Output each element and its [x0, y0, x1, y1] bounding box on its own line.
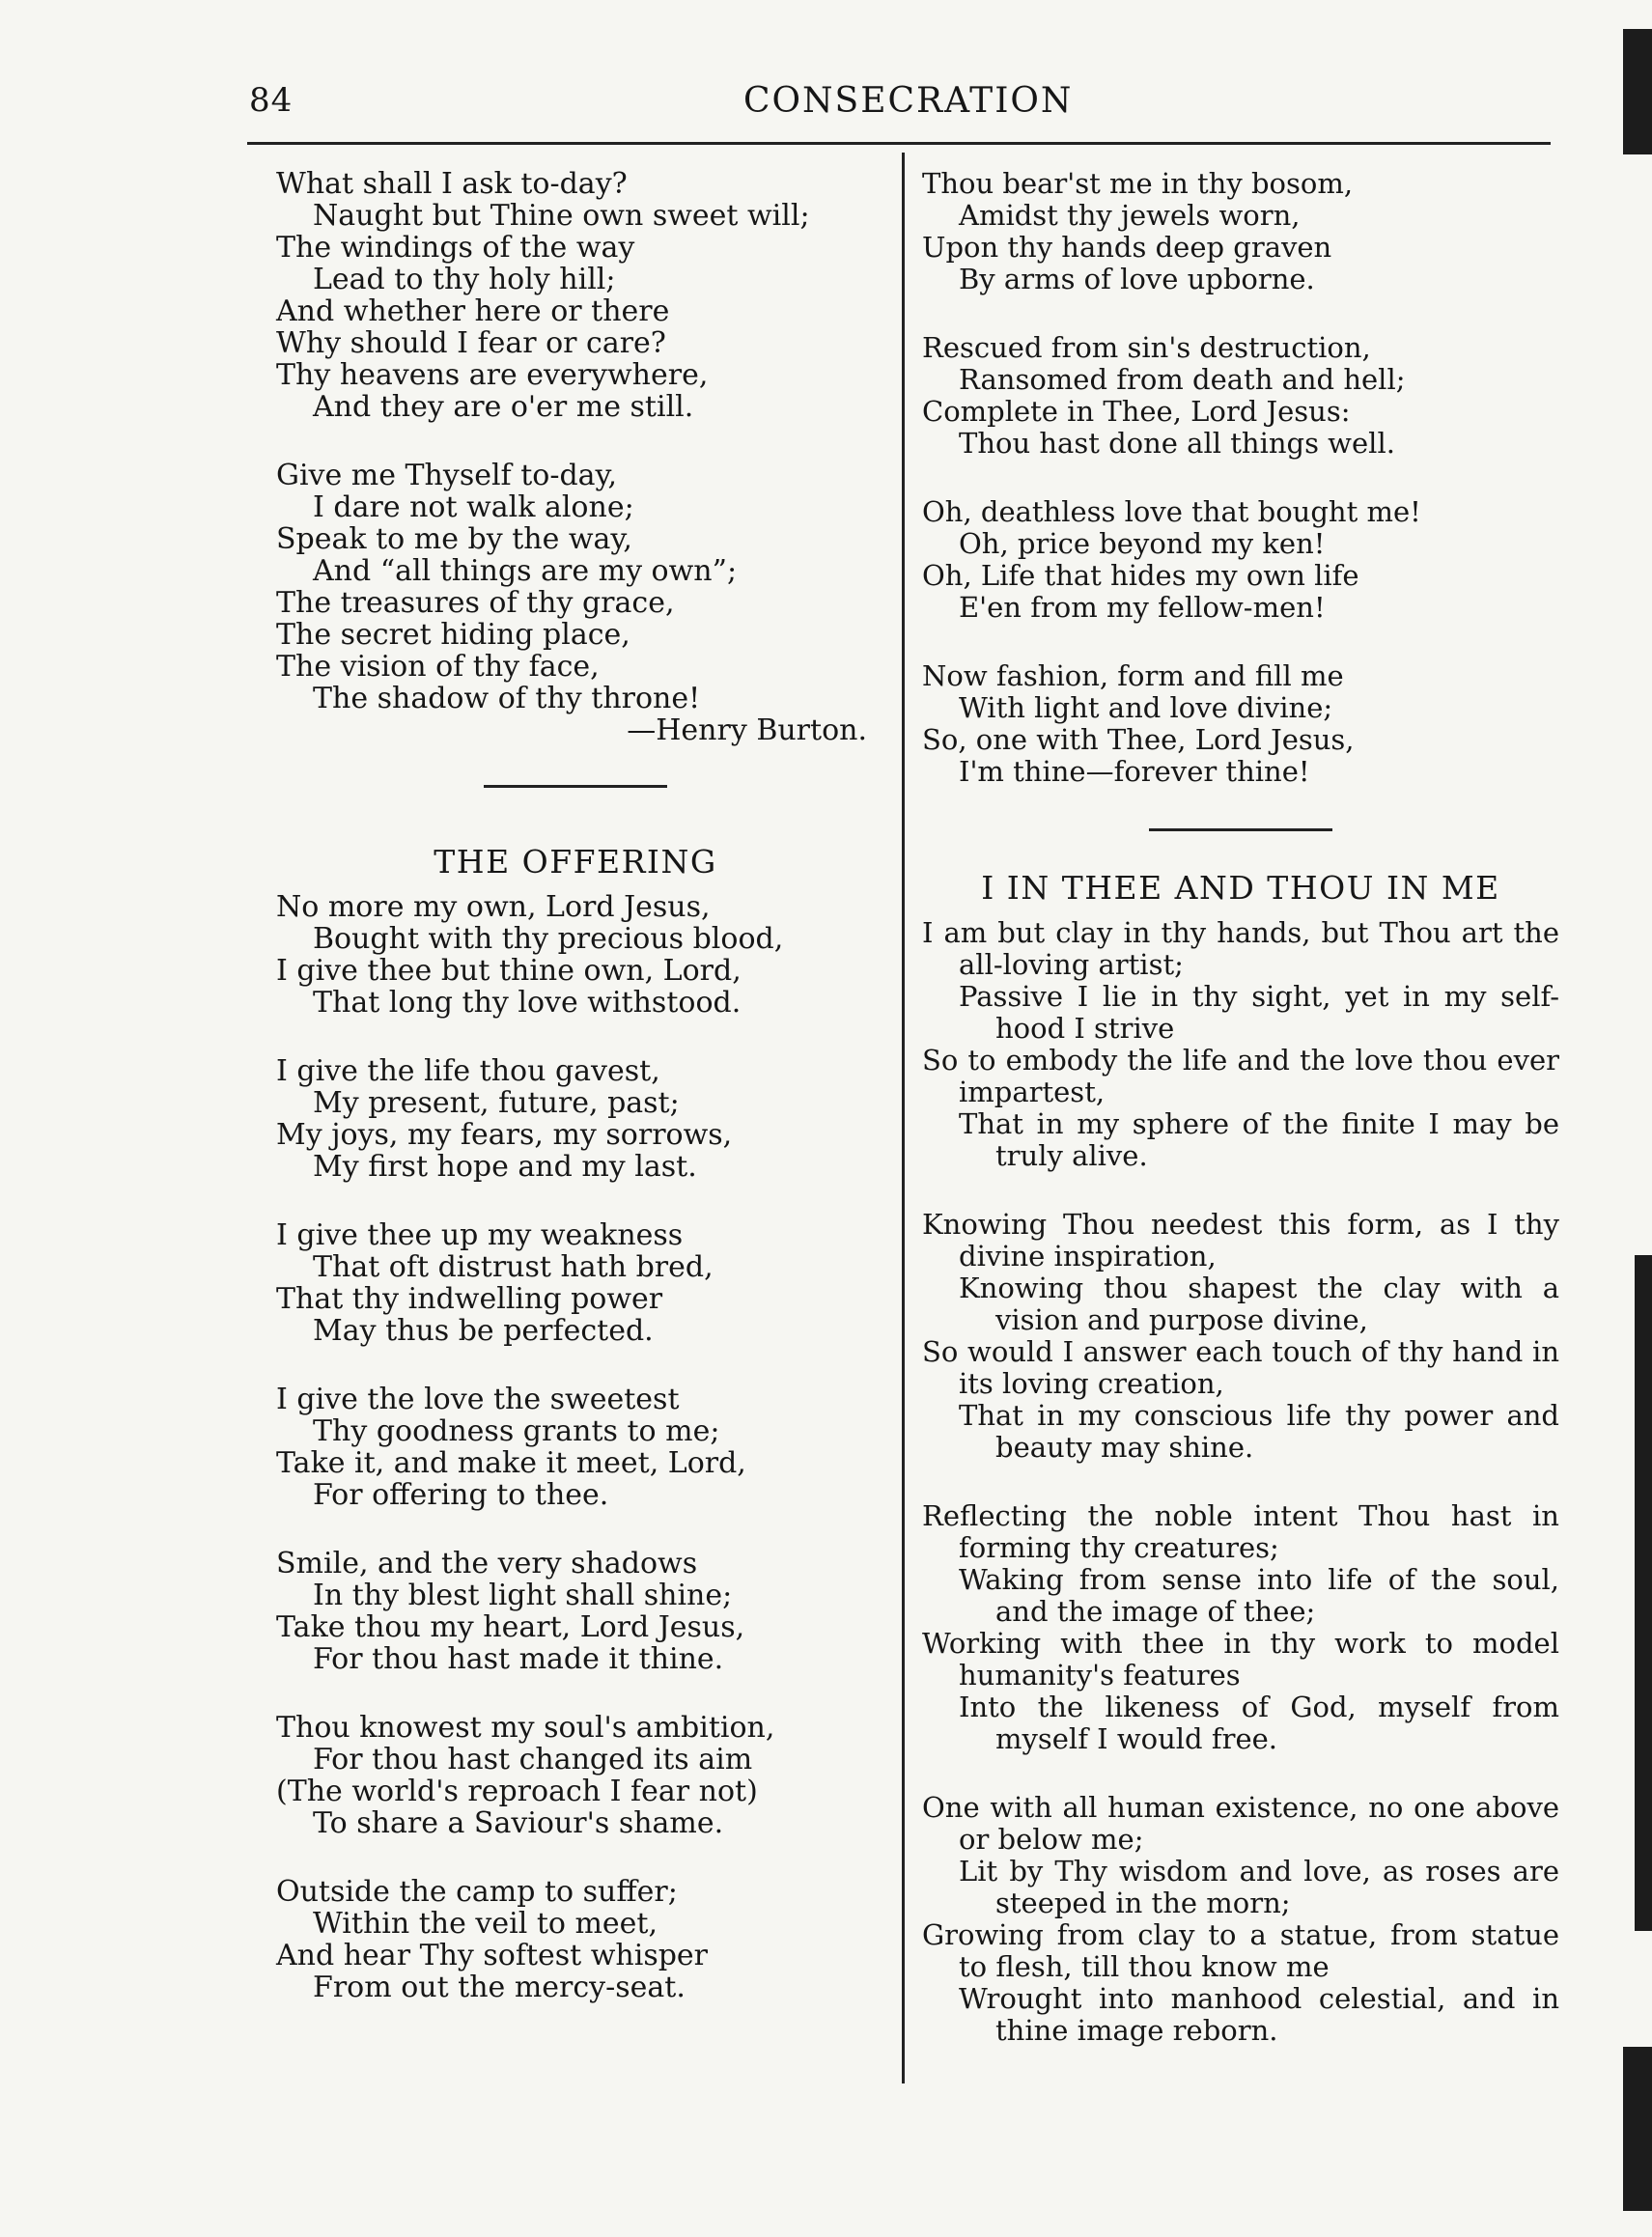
poem-line: No more my own, Lord Jesus,: [276, 890, 711, 924]
poem-line: I give thee up my weakness: [276, 1218, 684, 1252]
poem-line: The treasures of thy grace,: [276, 586, 675, 620]
poem-line: Ransomed from death and hell;: [959, 363, 1406, 396]
stanza-gap: [276, 1019, 875, 1055]
poem-line: I give the love the sweetest: [276, 1383, 680, 1416]
poem-line: I am but clay in thy hands, but Thou art the all-loving artist;: [922, 916, 1559, 981]
poem-line: And whether here or there: [276, 294, 670, 328]
stanza: [276, 891, 875, 1019]
stanza-gap: [922, 295, 1559, 332]
stanza-gap: [922, 624, 1559, 660]
poem-line: For offering to thee.: [313, 1478, 609, 1512]
stanza-gap: [276, 1511, 875, 1548]
poem-line: That oft distrust hath bred,: [313, 1250, 714, 1284]
stanza-gap: [276, 1675, 875, 1712]
poem-line: Complete in Thee, Lord Jesus:: [922, 395, 1351, 428]
right-column: [922, 168, 1559, 2047]
poem-i-in-thee: [922, 917, 1559, 2047]
poem-line: Thou knowest my soul's ambition,: [276, 1711, 775, 1745]
poem-line: Rescued from sin's destruction,: [922, 331, 1371, 364]
poem-line: I dare not walk alone;: [313, 490, 634, 524]
poem-line: Wrought into manhood celestial, and in thine image reborn.: [959, 1982, 1559, 2047]
poem-line: The secret hiding place,: [276, 618, 630, 652]
page-edge-shadow: [1623, 29, 1652, 154]
continued-poem: [276, 168, 875, 714]
poem-line: So would I answer each touch of thy hand in its loving creation,: [922, 1335, 1559, 1400]
poem-line: Give me Thyself to-day,: [276, 459, 618, 492]
poem-line: Take it, and make it meet, Lord,: [276, 1446, 746, 1480]
stanza: [276, 1712, 875, 1839]
continued-poem: [922, 168, 1559, 788]
poem-line: Within the veil to meet,: [313, 1907, 658, 1941]
poem-line: And they are o'er me still.: [313, 390, 694, 424]
column-divider: [902, 153, 905, 2083]
poem-line: Reflecting the noble intent Thou hast in forming thy creatures;: [922, 1499, 1559, 1564]
stanza: [922, 332, 1559, 460]
poem-line: In thy blest light shall shine;: [313, 1579, 733, 1612]
poem-line: From out the mercy-seat.: [313, 1971, 686, 2004]
poem-line: That in my conscious life thy power and beauty may shine.: [959, 1399, 1559, 1464]
poem-line: By arms of love upborne.: [959, 263, 1315, 295]
poem-line: To share a Saviour's shame.: [313, 1806, 724, 1840]
poem-line: Thou bear'st me in thy bosom,: [922, 167, 1354, 200]
stanza: [922, 1209, 1559, 1464]
poem-line: For thou hast changed its aim: [313, 1743, 753, 1776]
poem-line: Lead to thy holy hill;: [313, 263, 616, 296]
poem-line: So, one with Thee, Lord Jesus,: [922, 723, 1355, 756]
section-separator: [1149, 828, 1332, 831]
poem-line: May thus be perfected.: [313, 1314, 654, 1348]
poem-line: The shadow of thy throne!: [313, 682, 701, 715]
stanza-gap: [922, 1464, 1559, 1500]
poem-line: Waking from sense into life of the soul, and the image of thee;: [959, 1563, 1559, 1628]
poem-line: Why should I fear or care?: [276, 326, 666, 360]
poem-line: That thy indwelling power: [276, 1282, 663, 1316]
poem-title: THE OFFERING: [434, 843, 717, 881]
poem-line: Upon thy hands deep graven: [922, 231, 1332, 264]
poem-line: (The world's reproach I fear not): [276, 1775, 758, 1808]
poem-line: And “all things are my own”;: [313, 554, 738, 588]
page-edge-shadow: [1635, 1255, 1652, 1931]
poem-line: Smile, and the very shadows: [276, 1547, 698, 1580]
stanza-gap: [922, 1755, 1559, 1792]
poem-line: What shall I ask to-day?: [276, 167, 628, 201]
poem-line: With light and love divine;: [959, 691, 1333, 724]
poem-line: I give the life thou gavest,: [276, 1054, 660, 1088]
poem-line: Thy goodness grants to me;: [313, 1414, 720, 1448]
stanza: [922, 660, 1559, 788]
poem-line: I give thee but thine own, Lord,: [276, 954, 742, 988]
stanza-gap: [276, 1183, 875, 1219]
poem-line: Working with thee in thy work to model humanity's features: [922, 1627, 1559, 1692]
poem-line: Growing from clay to a statue, from statue to flesh, till thou know me: [922, 1918, 1559, 1983]
poem-line: Bought with thy precious blood,: [313, 922, 784, 956]
stanza: [922, 917, 1559, 1172]
attribution: —Henry Burton.: [627, 713, 867, 747]
stanza: [276, 1384, 875, 1511]
stanza-gap: [276, 423, 875, 460]
stanza-gap: [922, 1172, 1559, 1209]
left-column: [276, 168, 875, 2003]
stanza: [276, 1219, 875, 1347]
poem-line: E'en from my fellow-men!: [959, 591, 1326, 624]
running-head: CONSECRATION: [743, 81, 1074, 121]
poem-line: Oh, Life that hides my own life: [922, 559, 1359, 592]
stanza-gap: [922, 460, 1559, 496]
poem-line: I'm thine—forever thine!: [959, 755, 1310, 788]
poem-line: The vision of thy face,: [276, 650, 600, 684]
stanza: [276, 1548, 875, 1675]
poem-line: Into the likeness of God, myself from myself I would free.: [959, 1691, 1559, 1755]
poem-line: So to embody the life and the love thou ever impartest,: [922, 1044, 1559, 1108]
section-separator: [484, 785, 667, 788]
poem-line: Thou hast done all things well.: [959, 427, 1395, 460]
poem-line: Knowing thou shapest the clay with a vision and purpose divine,: [959, 1272, 1559, 1336]
poem-line: My joys, my fears, my sorrows,: [276, 1118, 733, 1152]
poem-line: That long thy love withstood.: [313, 986, 742, 1020]
header-rule: [247, 142, 1551, 145]
stanza: [922, 168, 1559, 295]
stanza: [276, 460, 875, 714]
poem-title: I IN THEE AND THOU IN ME: [981, 869, 1500, 907]
poem-line: Now fashion, form and fill me: [922, 659, 1344, 692]
poem-line: That in my sphere of the finite I may be truly alive.: [959, 1107, 1559, 1172]
poem-line: Take thou my heart, Lord Jesus,: [276, 1610, 745, 1644]
stanza: [922, 496, 1559, 624]
stanza-gap: [276, 1839, 875, 1876]
poem-line: For thou hast made it thine.: [313, 1642, 724, 1676]
stanza: [922, 1792, 1559, 2047]
poem-line: Passive I lie in thy sight, yet in my self-hood I strive: [959, 980, 1559, 1045]
stanza: [276, 168, 875, 423]
poem-line: Oh, deathless love that bought me!: [922, 495, 1421, 528]
poem-offering: [276, 891, 875, 2003]
stanza: [922, 1500, 1559, 1755]
page-number: 84: [249, 81, 294, 120]
poem-line: Knowing Thou needest this form, as I thy divine inspiration,: [922, 1208, 1559, 1272]
poem-line: The windings of the way: [276, 231, 635, 265]
poem-line: Outside the camp to suffer;: [276, 1875, 678, 1909]
poem-line: Lit by Thy wisdom and love, as roses are steeped in the morn;: [959, 1855, 1559, 1919]
poem-line: One with all human existence, no one above or below me;: [922, 1791, 1559, 1856]
stanza: [276, 1876, 875, 2003]
stanza-gap: [276, 1347, 875, 1384]
poem-line: My present, future, past;: [313, 1086, 680, 1120]
page-edge-shadow: [1623, 2047, 1652, 2211]
poem-line: Thy heavens are everywhere,: [276, 358, 709, 392]
poem-line: Amidst thy jewels worn,: [959, 199, 1301, 232]
poem-line: Naught but Thine own sweet will;: [313, 199, 810, 233]
poem-line: My first hope and my last.: [313, 1150, 697, 1184]
poem-line: And hear Thy softest whisper: [276, 1939, 709, 1972]
stanza: [276, 1055, 875, 1183]
poem-line: Speak to me by the way,: [276, 522, 632, 556]
poem-line: Oh, price beyond my ken!: [959, 527, 1326, 560]
